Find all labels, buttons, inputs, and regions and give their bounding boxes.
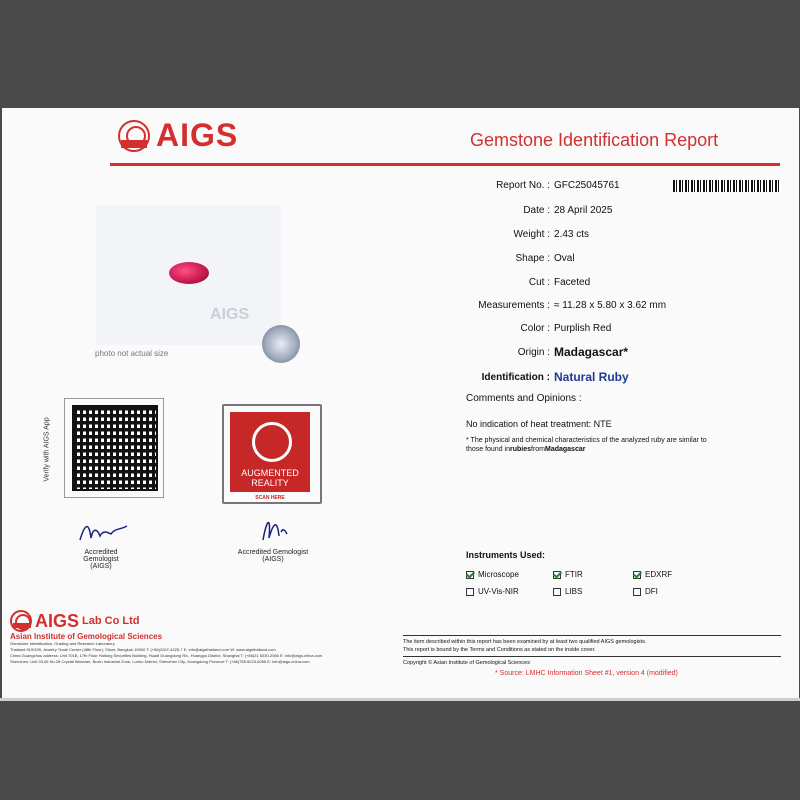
header-divider: [110, 163, 780, 166]
field-shape: Shape : Oval: [515, 253, 575, 264]
scan-here-label: SCAN HERE: [255, 495, 285, 501]
instrument-uv-vis-nir: UV-Vis-NIR: [466, 587, 519, 596]
source-note: * Source: LMHC Information Sheet #1, version 4 (modified): [495, 670, 678, 677]
disclaimer-line-2: This report is bound by the Terms and Conditions as stated on the inside cover.: [403, 647, 596, 653]
ar-label-1: AUGMENTED: [241, 468, 299, 478]
signature-2-icon: [255, 512, 295, 544]
aigs-seal-icon: [118, 120, 150, 152]
aigs-logo: [118, 117, 238, 154]
disclaimer-line-1: The item described within this report has been examined by at least two qualified AIGS gemologists.: [403, 639, 647, 645]
page-edge: [0, 698, 800, 701]
disclaimer: [403, 633, 781, 667]
check-icon: [466, 571, 474, 579]
photo-note: photo not actual size: [95, 349, 169, 358]
field-measurements: Measurements : ≈ 11.28 x 5.80 x 3.62 mm: [478, 300, 667, 311]
footer-lab-info: [10, 610, 322, 665]
field-weight: Weight : 2.43 cts: [513, 229, 590, 240]
field-report-no: Report No. : GFC25045761: [496, 180, 620, 191]
signature-1-org: (AIGS): [90, 563, 112, 570]
check-icon: [553, 571, 561, 579]
comment-line: No indication of heat treatment: NTE: [466, 419, 612, 429]
field-date: Date : 28 April 2025: [523, 205, 613, 216]
checkbox-icon: [466, 588, 474, 596]
signature-block-1: [75, 518, 135, 570]
qr-code[interactable]: [72, 405, 158, 491]
ar-label-2: REALITY: [251, 478, 289, 488]
footer-china-1: China Guangzhou address: Unit 701B, 17th Floor Haitong Securities Building, Huadi Guangdong Rd., Huangpu District, Shanghai T: (+86)21 6030-2066 E: info@aigs-china.com: [10, 653, 323, 658]
footer-lab-name: Lab Co Ltd: [82, 615, 140, 627]
instruments-title: Instruments Used:: [466, 550, 546, 560]
signature-1-role: Accredited Gemologist: [83, 549, 119, 563]
field-origin: Origin : Madagascar*: [517, 345, 629, 359]
footer-tagline: Gemstone Identification, Grading and Research Laboratory: [10, 641, 115, 646]
barcode: [673, 180, 781, 192]
check-icon: [633, 571, 641, 579]
photo-watermark: AIGS: [210, 306, 250, 323]
footer-thailand: Thailand 919/339, Jewelry Trade Center (48th Floor), Silom, Bangkok 10500 T: (+66)2267-4325-7 E: info@aigsthailand.com W: www.aigsthailand.com: [10, 647, 276, 652]
verify-app-label: Verify with AIGS App: [43, 417, 51, 482]
checkbox-icon: [633, 588, 641, 596]
instrument-dfi: DFI: [633, 587, 658, 596]
footer-institute: Asian Institute of Gemological Sciences: [10, 632, 163, 641]
signature-1-icon: [75, 518, 135, 546]
footer-brand: AIGS: [35, 610, 80, 631]
augmented-reality-badge[interactable]: [230, 412, 310, 492]
field-identification: Identification : Natural Ruby: [481, 370, 629, 384]
instrument-edxrf: EDXRF: [633, 570, 672, 579]
field-color: Color : Purplish Red: [520, 323, 612, 334]
copyright: Copyright © Asian Institute of Gemological Sciences: [403, 660, 530, 666]
field-cut: Cut : Faceted: [528, 277, 591, 288]
ar-logo-icon: [252, 422, 292, 462]
instrument-microscope: Microscope: [466, 570, 519, 579]
footnote-line-1: * The physical and chemical characteristics of the analyzed ruby are similar to: [466, 437, 707, 444]
signature-2-org: (AIGS): [262, 556, 284, 563]
ruby-stone-image: [169, 262, 209, 284]
footnote-line-2: those found in rubies from Madagascar: [466, 446, 586, 453]
instrument-libs: LIBS: [553, 587, 582, 596]
checkbox-icon: [553, 588, 561, 596]
hologram-sticker-icon: [262, 325, 300, 363]
comments-title: Comments and Opinions :: [466, 393, 582, 404]
signature-2-role: Accredited Gemologist: [237, 549, 309, 556]
instrument-ftir: FTIR: [553, 570, 583, 579]
report-title: Gemstone Identification Report: [470, 130, 719, 150]
footer-seal-icon: [10, 610, 32, 632]
brand-name: AIGS: [156, 117, 239, 153]
footer-china-2: Shenzhen: Unit 03,#5 No.28 Crystal Wanxian, Buxin Industrial Zone, Luohu District, Shenzhen City, Guangdong Province T: (+86)755 8223-6066 E: info@aigs-china.com: [10, 659, 310, 664]
signature-block-2: [237, 512, 313, 563]
